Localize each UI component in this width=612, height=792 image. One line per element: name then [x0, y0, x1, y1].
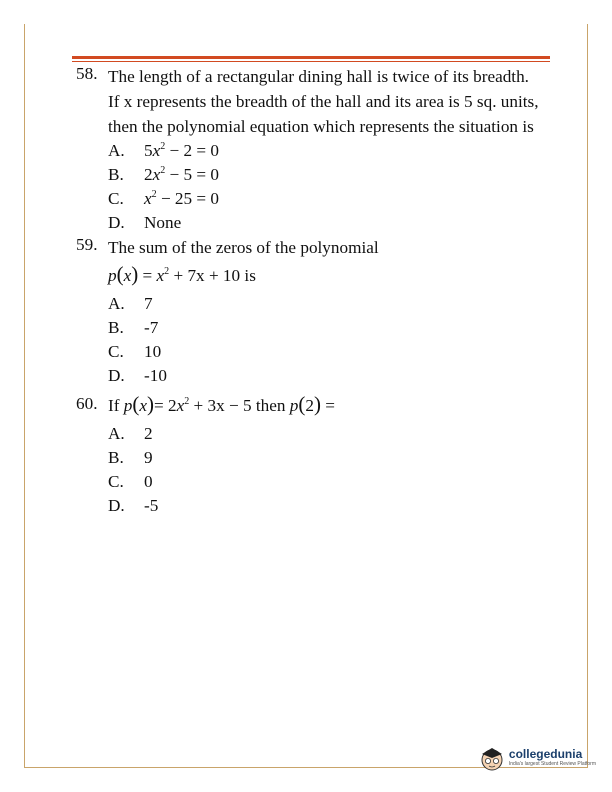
option-c	[108, 187, 542, 211]
option-d: D. -10	[108, 366, 167, 385]
option-math: $2x^2 - 5 = 0$	[144, 165, 219, 184]
option-a	[108, 139, 542, 163]
option-b	[108, 163, 542, 187]
collegedunia-logo	[478, 744, 596, 772]
option-a: A. 2	[108, 424, 153, 443]
mascot-icon	[478, 744, 506, 772]
option-letter: C.	[108, 189, 124, 208]
logo-tagline: India's largest Student Review Platform	[508, 761, 596, 767]
option-letter: A.	[108, 141, 125, 160]
question-list	[72, 64, 542, 518]
question-number: 59.	[76, 235, 98, 254]
question-text: The length of a rectangular dining hall is twice of its breadth. If x represents the breadth of the hall and its area is 5 sq. units, then the polynomial equation which represents the situation is	[108, 67, 539, 136]
question-text: If $p(x)= 2x^2 + 3x - 5$ then p(2) =	[108, 392, 335, 416]
option-text: None	[144, 213, 182, 232]
question-number: 60.	[76, 394, 98, 413]
option-math: $5x^2 - 2 = 0$	[144, 141, 219, 160]
question-60	[72, 390, 542, 518]
option-a: A. 7	[108, 294, 153, 313]
option-b: B. -7	[108, 318, 159, 337]
polynomial-equation: $p(x) = x^2 + 7x + 10$ is	[108, 262, 256, 286]
question-59	[72, 235, 542, 388]
logo-name: collegedunia	[508, 747, 583, 761]
header-rule	[72, 56, 550, 62]
option-c: C. 0	[108, 472, 153, 491]
option-math: $x^2 - 25 = 0$	[144, 189, 219, 208]
option-c: C. 10	[108, 342, 162, 361]
option-letter: B.	[108, 165, 124, 184]
question-58	[72, 64, 542, 235]
option-d	[108, 211, 542, 235]
question-number: 58.	[76, 64, 98, 83]
option-d: D. -5	[108, 496, 159, 515]
option-letter: D.	[108, 213, 125, 232]
question-text: The sum of the zeros of the polynomial	[108, 238, 379, 257]
option-b: B. 9	[108, 448, 153, 467]
